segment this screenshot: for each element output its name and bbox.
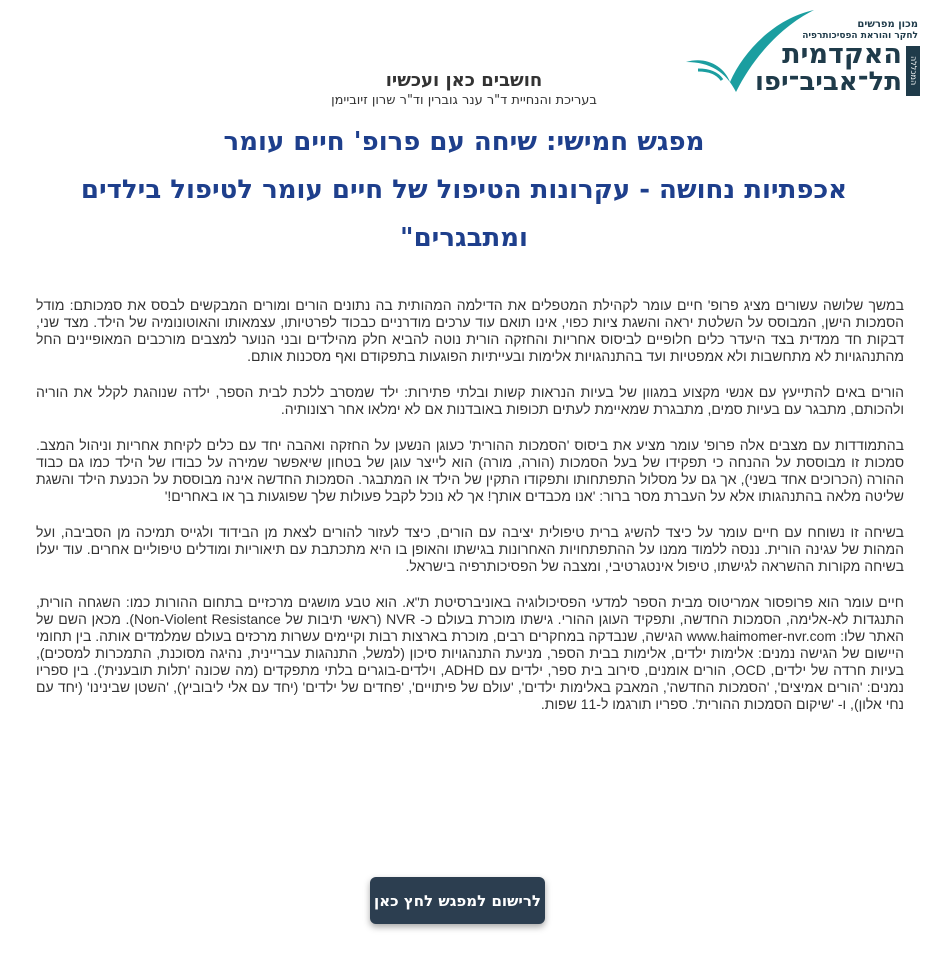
register-button[interactable]: לרישום למפגש לחץ כאן xyxy=(370,877,545,924)
series-subtitle: בעריכת והנחיית ד"ר ענר גוברין וד"ר שרון זיוביימן xyxy=(331,93,597,108)
paragraph-bio: חיים עומר הוא פרופסור אמריטוס מבית הספר למדעי הפסיכולוגיה באוניברסיטת ת"א. הוא טבע מושגים מרכזיים בתחום ההורות כמו: השגחה הורית, התנגדות לא-אלימה, הסמכות החדשה, ותפקיד העוגן ההורי. גישתו מוכרת בעולם כ- NVR (ראשי תיבות של Non-Violent Resistance). מכאן השם של האתר שלו: www.haimomer-nvr.com הגישה, שנבדקה במחקרים רבים, מוכרת בארצות רבות וקיימים עשרות מרכזים בעולם שמלמדים אותה. בין תחומי היישום של הגישה נמנים: אלימות ילדים, אלימות בבית הספר, מניעת התנהגויות סיכון (למשל, התנהגות עבריינית, נהיגה מסוכנת, התמכרות למסכים), בעיות חרדה של ילדים, OCD, הורים אומנים, סירוב בית ספר, ילדים עם ADHD, וילדים-בוגרים בלתי מתפקדים (מה שכונה 'תלות תובענית'). בין ספריו נמנים: 'הורים אמיצים', 'הסמכות החדשה', המאבק באלימות ילדים', 'עולם של פיתויים', 'פחדים של ילדים' (יחד עם אלי ליבוביץ), 'השטן שבינינו' (יחד עם נחי אלון), ו- 'שיקום הסמכות ההורית'. ספריו תורגמו ל-11 שפות. xyxy=(36,594,905,712)
logo-college-label: המכללה xyxy=(906,46,920,96)
meeting-title: מפגש חמישי: שיחה עם פרופ' חיים עומר xyxy=(223,127,705,157)
lecture-title: אכפתיות נחושה - עקרונות הטיפול של חיים עומר לטיפול בילדים ומתבגרים" xyxy=(80,175,848,253)
paragraph-intro: במשך שלושה עשורים מציג פרופ' חיים עומר לקהילת המטפלים את הדילמה המהותית בה נתונים הורים ומורים המבקשים לבסס את סמכותם: מודל הסמכות הישן, המבוסס על השלטת יראה והשגת ציות כפוי, אינו תואם עוד ערכים מודרניים כבכוד לפרטיותו, עצמאותו והאוטונומיה של הילד. מצד שני, דבקות חד ממדית בצד היעדר כלים חלופיים לביסוס אחריות והחזקה הורית נוטה להביא חלק מהילדים ובני הנוער למצבים מורכבים המאופיינים החל מהתנהגויות לא מתחשבות ולא אמפטיות ועד בהתנהגויות אלימות ובעייתיות הפוגעות בתפקודם ואף מסכנות אותם. xyxy=(36,297,904,364)
paragraph-conversation: בשיחה זו נשוחח עם חיים עומר על כיצד להשיג ברית טיפולית יציבה עם הורים, כיצד לעזור להורים לצאת מן הבידוד ולגייס תמיכה מן הסביבה, ועל המהות של עגינה הורית. ננסה ללמוד ממנו על ההתפתחויות האחרונות בגישתו והאופן בו היא מתכתבת עם תיאוריות ומודלים טיפוליים אחרים. עוד יעלו בשיחה מקורות ההשראה לגישתו, טיפול אינטגרטיבי, ומצבה של הפסיכותרפיה בישראל. xyxy=(36,524,904,574)
logo-academy-name: האקדמית xyxy=(782,39,902,70)
article-body xyxy=(36,297,904,732)
logo-city-name: תל־אביב־יפו xyxy=(754,67,902,97)
paragraph-authority: בהתמודדות עם מצבים אלה פרופ' עומר מציע את ביסוס 'הסמכות ההורית' כעוגן הנשען על החזקה ואהבה יחד עם כלים לקיחת אחריות וניהול המצב. סמכות זו מבוססת על ההנחה כי תפקידו של בעל הסמכות (הורה, מורה) הוא לייצר עוגן של בטחון שיאפשר שמירה על כבודו של הילד כמו גם כבוד ההורה (הכרוכים אחד בשני), אך גם על מסלול התפתחותו ותפקודו התקין של הילד או המתבגר. הסמכות החדשה אינה מבוססת על הכנעת הילד והשגת שליטה מלאה בהתנהגותו אלא על העברת מסר ברור: 'אנו מכבדים אותך! אך לא נוכל לקבל פעולות שלך שפוגעות בך או באחרים!' xyxy=(36,437,904,504)
series-title: חושבים כאן ועכשיו xyxy=(385,70,543,91)
paragraph-problems: הורים באים להתייעץ עם אנשי מקצוע במגוון של בעיות הנראות קשות ובלתי פתירות: ילד שמסרב ללכת לבית הספר, ילדה שנוהגת לקלל את הוריה ולהכותם, מתבגר עם בעיות סמים, מתבגרת שמאיימת לעתים תכופות באובדנות אם לא ימלאו אחר רצונותיה. xyxy=(36,384,904,417)
logo-institute-name: מכון מפרשים xyxy=(857,19,918,30)
logo-institute-subtitle: לחקר והוראת הפסיכותרפיה xyxy=(802,31,918,41)
